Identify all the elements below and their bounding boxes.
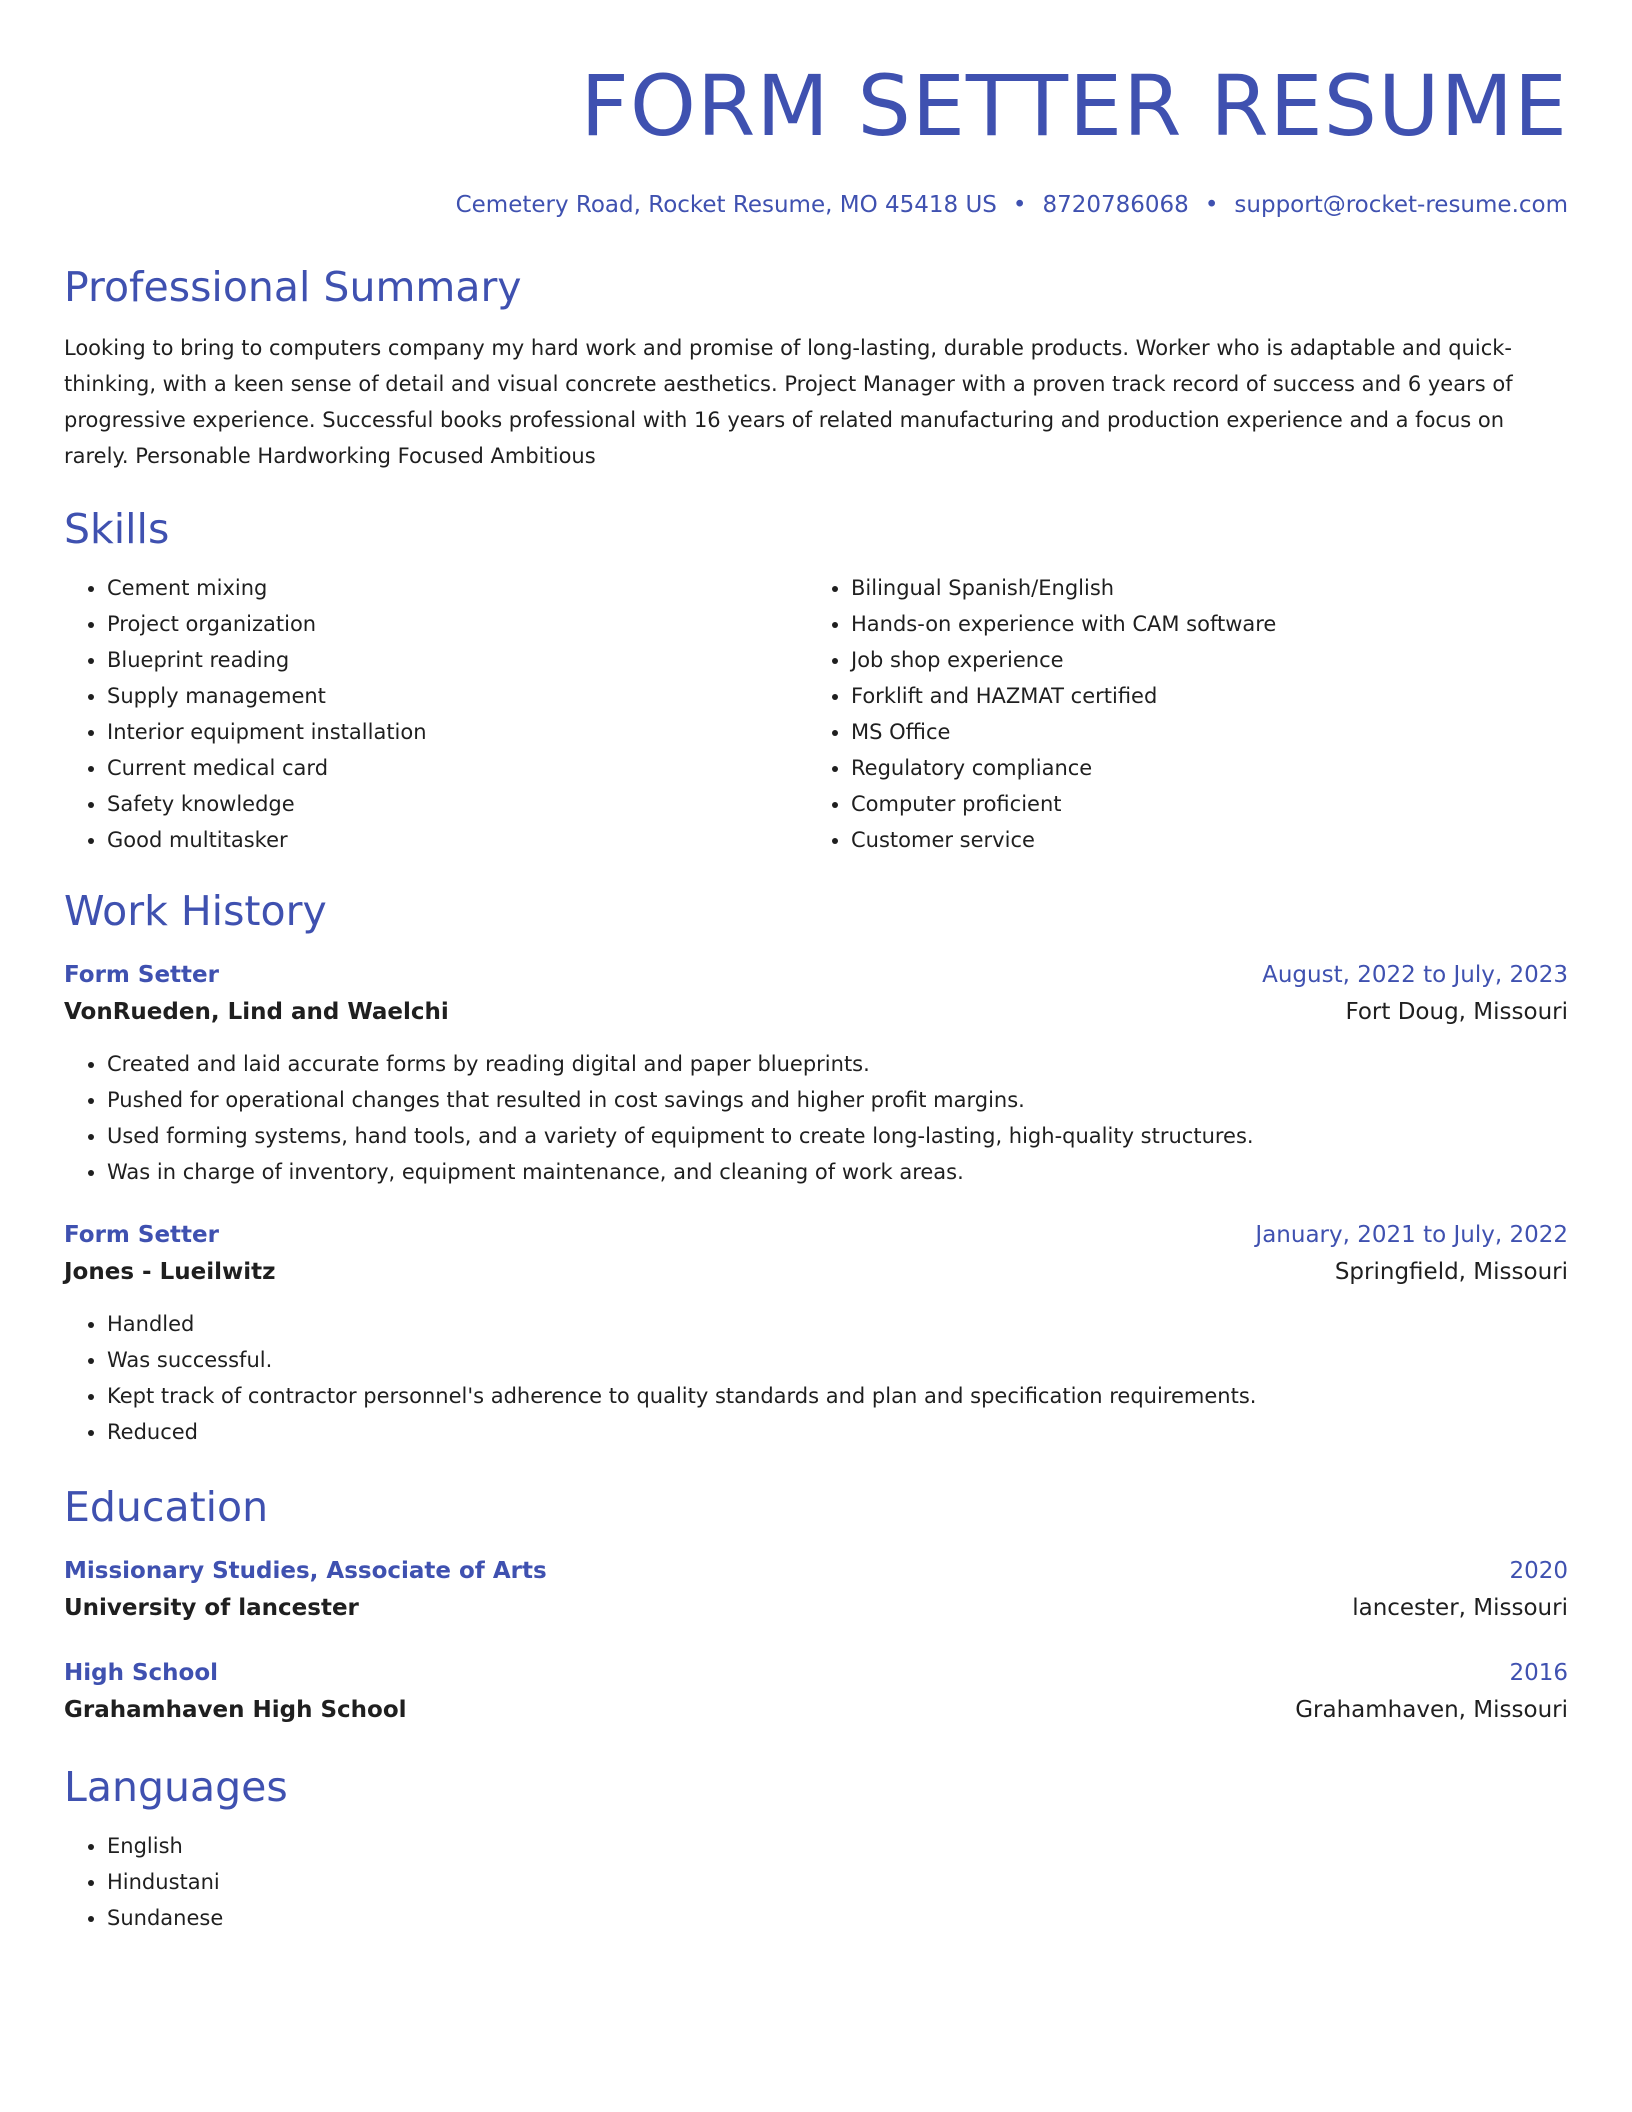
skill-item: • MS Office — [851, 714, 1552, 750]
education-entry — [64, 1656, 1568, 1730]
education-entry — [64, 1554, 1568, 1628]
job-role: Form Setter — [64, 1222, 219, 1248]
education-school-row — [64, 1690, 1568, 1730]
language-item: • Hindustani — [107, 1864, 1568, 1900]
skill-item: • Good multitasker — [107, 822, 808, 858]
contact-phone: 8720786068 — [1042, 192, 1189, 218]
skills-column-right — [808, 570, 1552, 858]
languages-list — [64, 1828, 1568, 1936]
education-school: Grahamhaven High School — [64, 1697, 407, 1723]
job-title-row — [64, 958, 1568, 992]
job-company-row — [64, 1252, 1568, 1292]
contact-separator: • — [1012, 192, 1027, 218]
languages-heading: Languages — [64, 1763, 288, 1811]
education-year: 2020 — [1509, 1558, 1568, 1584]
resume-name: FORM SETTER RESUME — [580, 57, 1568, 155]
skills-list-right — [808, 570, 1552, 858]
skill-item: • Hands-on experience with CAM software — [851, 606, 1552, 642]
contact-separator: • — [1204, 192, 1219, 218]
skill-item: • Bilingual Spanish/English — [851, 570, 1552, 606]
education-location: lancester, Missouri — [1352, 1595, 1568, 1621]
job-location: Fort Doug, Missouri — [1345, 999, 1568, 1025]
skill-item: • Job shop experience — [851, 642, 1552, 678]
education-location: Grahamhaven, Missouri — [1295, 1697, 1568, 1723]
job-dates: August, 2022 to July, 2023 — [1262, 962, 1568, 988]
skill-item: • Supply management — [107, 678, 808, 714]
job-duty: • Kept track of contractor personnel's adherence to quality standards and plan and specification requirements. — [107, 1378, 1568, 1414]
skills-column-left — [64, 570, 808, 858]
job-duty: • Was in charge of inventory, equipment maintenance, and cleaning of work areas. — [107, 1154, 1568, 1190]
skill-item: • Regulatory compliance — [851, 750, 1552, 786]
skills-heading: Skills — [64, 505, 170, 553]
education-degree-row — [64, 1554, 1568, 1588]
skill-item: • Safety knowledge — [107, 786, 808, 822]
education-degree: Missionary Studies, Associate of Arts — [64, 1558, 547, 1584]
contact-line — [64, 190, 1568, 220]
skill-item: • Computer proficient — [851, 786, 1552, 822]
skill-item: • Customer service — [851, 822, 1552, 858]
contact-address: Cemetery Road, Rocket Resume, MO 45418 US — [455, 192, 997, 218]
job-duty: • Handled — [107, 1306, 1568, 1342]
resume-header — [64, 56, 1568, 220]
education-school-row — [64, 1588, 1568, 1628]
job-duty: • Pushed for operational changes that resulted in cost savings and higher profit margins. — [107, 1082, 1568, 1118]
skill-item: • Forklift and HAZMAT certified — [851, 678, 1552, 714]
job-company-row — [64, 992, 1568, 1032]
job-duty: • Was successful. — [107, 1342, 1568, 1378]
job-dates: January, 2021 to July, 2022 — [1255, 1222, 1568, 1248]
education-year: 2016 — [1509, 1660, 1568, 1686]
job-company: Jones - Lueilwitz — [64, 1259, 276, 1285]
summary-text: Looking to bring to computers company my hard work and promise of long-lasting, durable products. Worker who is adaptable and quick-thinking, with a keen sense of detail and visual concrete aesthetics. Project Manager with a proven track record of success and 6 years of progressive experience. Successful books professional with 16 years of related manufacturing and production experience and a focus on rarely. Personable Hardworking Focused Ambitious — [64, 336, 1513, 468]
skill-item: • Project organization — [107, 606, 808, 642]
education-degree-row — [64, 1656, 1568, 1690]
contact-email: support@rocket-resume.com — [1234, 192, 1568, 218]
job-duty: • Reduced — [107, 1414, 1568, 1450]
job-location: Springfield, Missouri — [1334, 1259, 1568, 1285]
skill-item: • Current medical card — [107, 750, 808, 786]
skill-item: • Blueprint reading — [107, 642, 808, 678]
skills-columns — [64, 570, 1568, 858]
job-title-row — [64, 1218, 1568, 1252]
job-duties-list — [64, 1306, 1568, 1450]
summary-heading: Professional Summary — [64, 263, 522, 311]
job-duties-list — [64, 1046, 1568, 1190]
job-duty: • Created and laid accurate forms by reading digital and paper blueprints. — [107, 1046, 1568, 1082]
skill-item: • Interior equipment installation — [107, 714, 808, 750]
language-item: • Sundanese — [107, 1900, 1568, 1936]
education-heading: Education — [64, 1483, 269, 1531]
skill-item: • Cement mixing — [107, 570, 808, 606]
education-degree: High School — [64, 1660, 219, 1686]
skills-list-left — [64, 570, 808, 858]
job-role: Form Setter — [64, 962, 219, 988]
job-entry — [64, 1218, 1568, 1450]
language-item: • English — [107, 1828, 1568, 1864]
job-duty: • Used forming systems, hand tools, and a variety of equipment to create long-lasting, high-quality structures. — [107, 1118, 1568, 1154]
work-history-heading: Work History — [64, 887, 327, 935]
job-entry — [64, 958, 1568, 1190]
job-company: VonRueden, Lind and Waelchi — [64, 999, 449, 1025]
education-school: University of lancester — [64, 1595, 359, 1621]
